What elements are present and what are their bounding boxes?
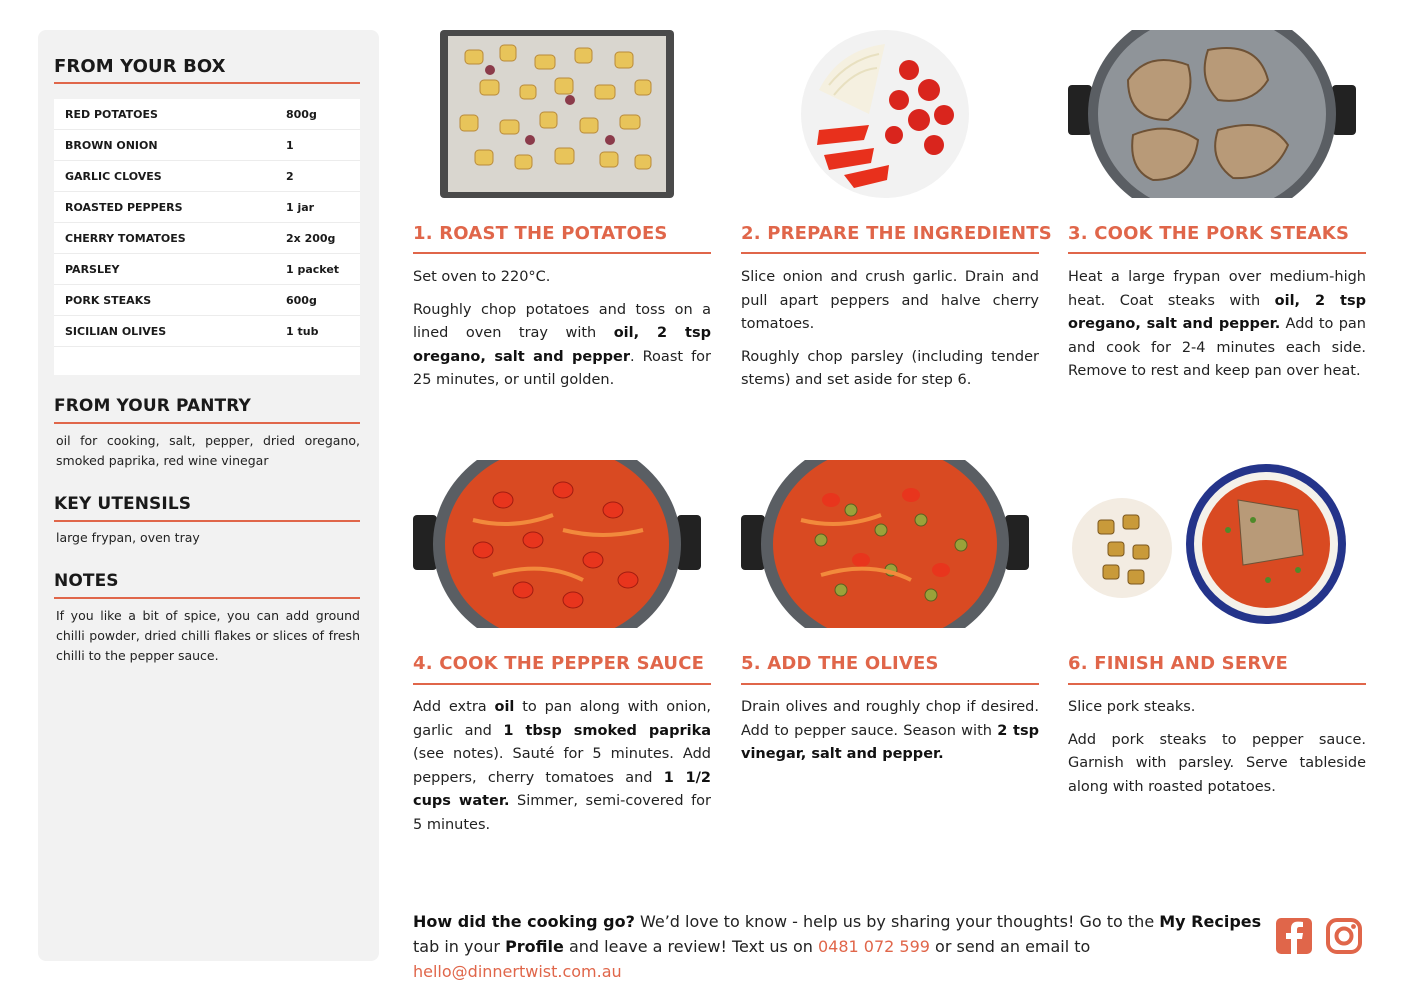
- step-1-para: Set oven to 220°C.: [413, 269, 551, 285]
- text: Roughly chop potatoes and toss on a lined oven tray with: [413, 301, 711, 341]
- cook-pork-image: [1068, 30, 1356, 198]
- step-5-para: [741, 696, 1039, 767]
- key-utensils-title: KEY UTENSILS: [54, 494, 192, 514]
- divider: [54, 520, 360, 522]
- text: . Roast for 25 minutes, or until golden.: [413, 348, 712, 388]
- step-3-title: 3. COOK THE PORK STEAKS: [1068, 223, 1350, 244]
- text: Drain olives and roughly chop if desired. Add to pepper sauce. Season with: [741, 699, 1039, 739]
- ingredient-row: [54, 285, 360, 316]
- ingredient-qty: 1 jar: [286, 200, 315, 214]
- ingredient-name: GARLIC CLOVES: [65, 169, 162, 183]
- ingredients-table: [54, 99, 360, 375]
- text: or send an email to: [929, 937, 1091, 956]
- ingredient-name: CHERRY TOMATOES: [65, 231, 186, 245]
- feedback-footer: [413, 909, 1263, 984]
- finish-and-serve-image: [1068, 460, 1356, 628]
- step-2-para: Roughly chop parsley (including tender stems) and set aside for step 6.: [741, 348, 1039, 388]
- ingredient-row: [54, 192, 360, 223]
- emphasis: oil, 2 tsp oregano, salt and pepper: [413, 325, 711, 365]
- phone-link[interactable]: 0481 072 599: [817, 937, 930, 956]
- step-1-para: [413, 299, 711, 393]
- cook-pepper-sauce-image: [413, 460, 701, 628]
- email-link[interactable]: hello@dinnertwist.com.au: [413, 962, 622, 981]
- divider: [54, 597, 360, 599]
- text: to pan along with onion, garlic and: [413, 699, 711, 739]
- emphasis: 1 1/2 cups water.: [413, 769, 711, 809]
- step-1-title: 1. ROAST THE POTATOES: [413, 223, 668, 244]
- step-3-para: [1068, 266, 1366, 384]
- emphasis: oil: [494, 699, 515, 715]
- divider: [741, 252, 1039, 254]
- step-4-body: [413, 696, 711, 846]
- ingredient-qty: 800g: [286, 107, 317, 121]
- text: tab in your: [413, 937, 506, 956]
- emphasis: oil, 2 tsp oregano, salt and pepper.: [1068, 292, 1366, 332]
- notes-title: NOTES: [54, 571, 119, 591]
- emphasis: 2 tsp vinegar, salt and pepper.: [741, 722, 1039, 762]
- divider: [741, 683, 1039, 685]
- ingredient-row: [54, 223, 360, 254]
- text: Simmer, semi-covered for 5 minutes.: [413, 793, 712, 833]
- ingredient-row: [54, 161, 360, 192]
- step-2-title: 2. PREPARE THE INGREDIENTS: [741, 223, 1052, 244]
- ingredient-name: ROASTED PEPPERS: [65, 200, 183, 214]
- step-6-body: [1068, 696, 1366, 808]
- step-6-para: Slice pork steaks.: [1068, 699, 1196, 715]
- ingredients-sidebar: [38, 30, 379, 961]
- ingredient-qty: 1 tub: [286, 324, 319, 338]
- utensils-text: large frypan, oven tray: [56, 530, 200, 545]
- divider: [413, 683, 711, 685]
- step-3-body: [1068, 266, 1366, 393]
- divider: [1068, 252, 1366, 254]
- divider: [413, 252, 711, 254]
- ingredient-name: PORK STEAKS: [65, 293, 152, 307]
- text: Add extra: [413, 699, 495, 715]
- step-4-title: 4. COOK THE PEPPER SAUCE: [413, 653, 705, 674]
- prepare-ingredients-image: [799, 30, 971, 198]
- emphasis: 1 tbsp smoked paprika: [503, 722, 711, 739]
- from-your-pantry-title: FROM YOUR PANTRY: [54, 396, 251, 416]
- text: Add to pan and cook for 2-4 minutes each side. Remove to rest and keep pan over heat.: [1068, 316, 1366, 379]
- step-1-body: [413, 266, 711, 402]
- step-4-para: [413, 696, 711, 837]
- instagram-icon[interactable]: [1325, 917, 1363, 955]
- ingredient-qty: 2x 200g: [286, 231, 336, 245]
- pantry-text: oil for cooking, salt, pepper, dried oregano, smoked paprika, red wine vinegar: [56, 433, 360, 468]
- divider: [54, 422, 360, 424]
- from-your-box-title: FROM YOUR BOX: [54, 56, 226, 77]
- facebook-icon[interactable]: [1275, 917, 1313, 955]
- divider: [1068, 683, 1366, 685]
- profile-label: Profile: [505, 937, 564, 956]
- ingredient-row: [54, 130, 360, 161]
- my-recipes-label: My Recipes: [1159, 912, 1262, 931]
- divider: [54, 82, 360, 84]
- ingredient-name: RED POTATOES: [65, 107, 158, 121]
- ingredient-qty: 1: [286, 138, 294, 152]
- ingredient-row: [54, 254, 360, 285]
- text: Heat a large frypan over medium-high heat. Coat steaks with: [1068, 269, 1366, 309]
- add-olives-image: [741, 460, 1029, 628]
- notes-text: If you like a bit of spice, you can add ground chilli powder, dried chilli flakes or slices of fresh chilli to the pepper sauce.: [56, 608, 360, 663]
- ingredient-qty: 600g: [286, 293, 317, 307]
- ingredient-name: PARSLEY: [65, 262, 120, 276]
- step-2-para: Slice onion and crush garlic. Drain and pull apart peppers and halve cherry tomatoes.: [741, 269, 1039, 332]
- ingredient-qty: 2: [286, 169, 294, 183]
- roast-potatoes-image: [440, 30, 674, 198]
- text: (see notes). Sauté for 5 minutes. Add peppers, cherry tomatoes and: [413, 746, 711, 786]
- ingredient-qty: 1 packet: [286, 262, 340, 276]
- step-6-para: Add pork steaks to pepper sauce. Garnish with parsley. Serve tableside along with roasted potatoes.: [1068, 731, 1366, 795]
- text: We’d love to know - help us by sharing your thoughts! Go to the: [634, 912, 1160, 931]
- ingredient-row: [54, 316, 360, 347]
- ingredient-name: BROWN ONION: [65, 138, 158, 152]
- step-5-title: 5. ADD THE OLIVES: [741, 653, 939, 674]
- feedback-question: How did the cooking go?: [413, 912, 635, 931]
- ingredient-row: [54, 99, 360, 130]
- step-2-body: [741, 266, 1039, 402]
- text: and leave a review! Text us on: [563, 937, 818, 956]
- ingredient-name: SICILIAN OLIVES: [65, 324, 167, 338]
- step-6-title: 6. FINISH AND SERVE: [1068, 653, 1289, 674]
- step-5-body: [741, 696, 1039, 776]
